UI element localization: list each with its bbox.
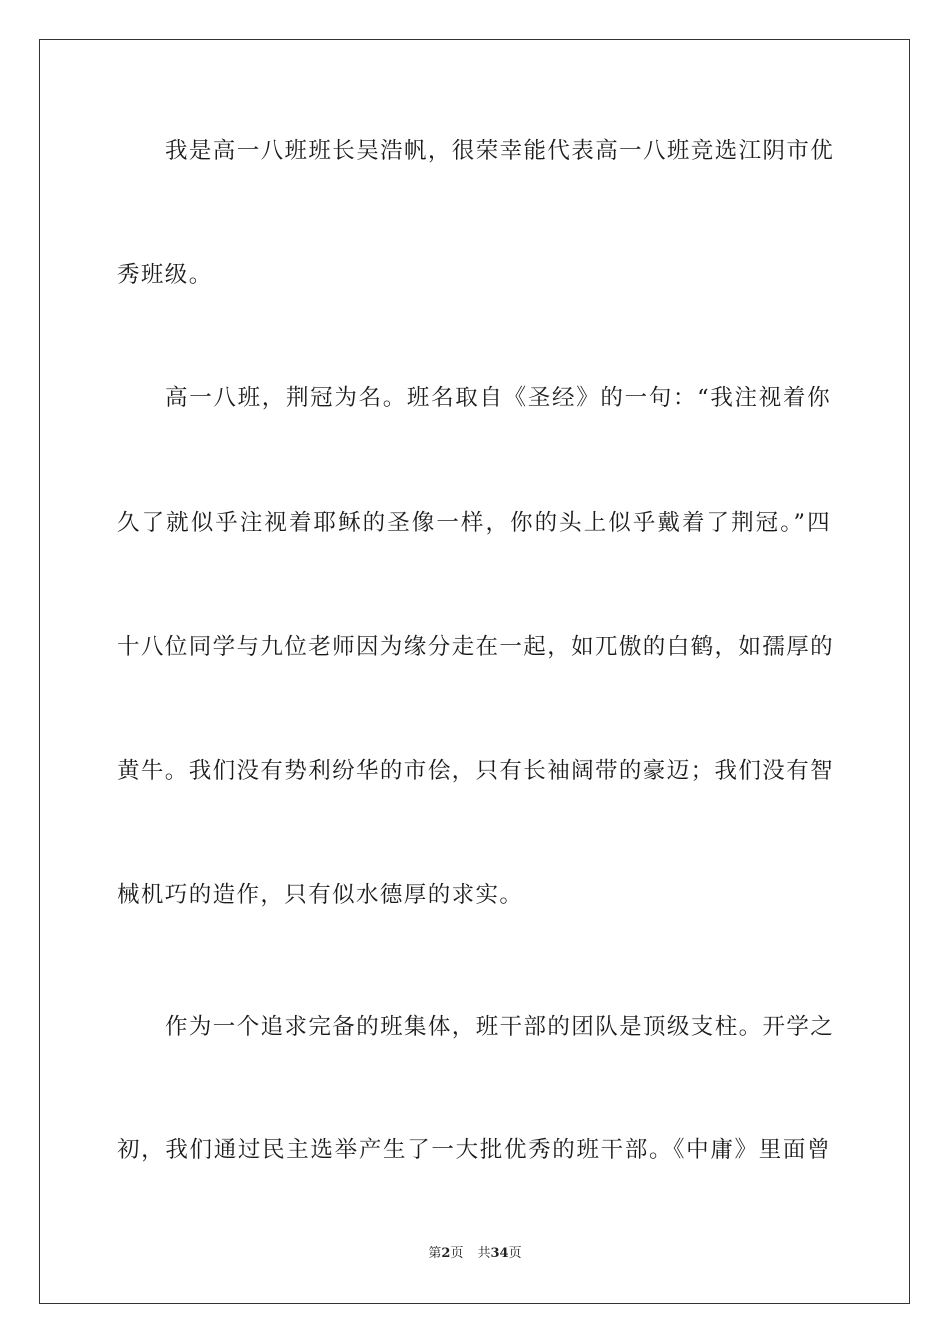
footer-total-suffix: 页 <box>508 1246 522 1261</box>
footer-page-number: 2 <box>441 1246 451 1261</box>
footer-page-suffix: 页 <box>450 1246 464 1261</box>
footer-total-prefix: 共 <box>477 1246 491 1261</box>
footer-total-pages: 34 <box>490 1246 509 1261</box>
page-footer <box>0 1245 950 1263</box>
page-border <box>39 39 910 1304</box>
paragraph-line: 作为一个追求完备的班集体，班干部的团队是顶级支柱。开学之 <box>165 1014 835 1040</box>
paragraph-line: 初，我们通过民主选举产生了一大批优秀的班干部。《中庸》里面曾 <box>117 1137 831 1163</box>
paragraph-line: 高一八班，荆冠为名。班名取自《圣经》的一句：“我注视着你 <box>165 385 831 411</box>
paragraph-line: 十八位同学与九位老师因为缘分走在一起，如兀傲的白鹤，如孺厚的 <box>117 634 835 660</box>
paragraph-line: 秀班级。 <box>117 262 213 288</box>
paragraph-line: 械机巧的造作，只有似水德厚的求实。 <box>117 882 524 908</box>
paragraph-line: 黄牛。我们没有势利纷华的市侩，只有长袖阔带的豪迈；我们没有智 <box>117 758 835 784</box>
paragraph-line: 久了就似乎注视着耶稣的圣像一样，你的头上似乎戴着了荆冠。”四 <box>117 510 831 536</box>
paragraph-line: 我是高一八班班长吴浩帆，很荣幸能代表高一八班竞选江阴市优 <box>165 138 835 164</box>
footer-page-prefix: 第 <box>428 1246 442 1261</box>
